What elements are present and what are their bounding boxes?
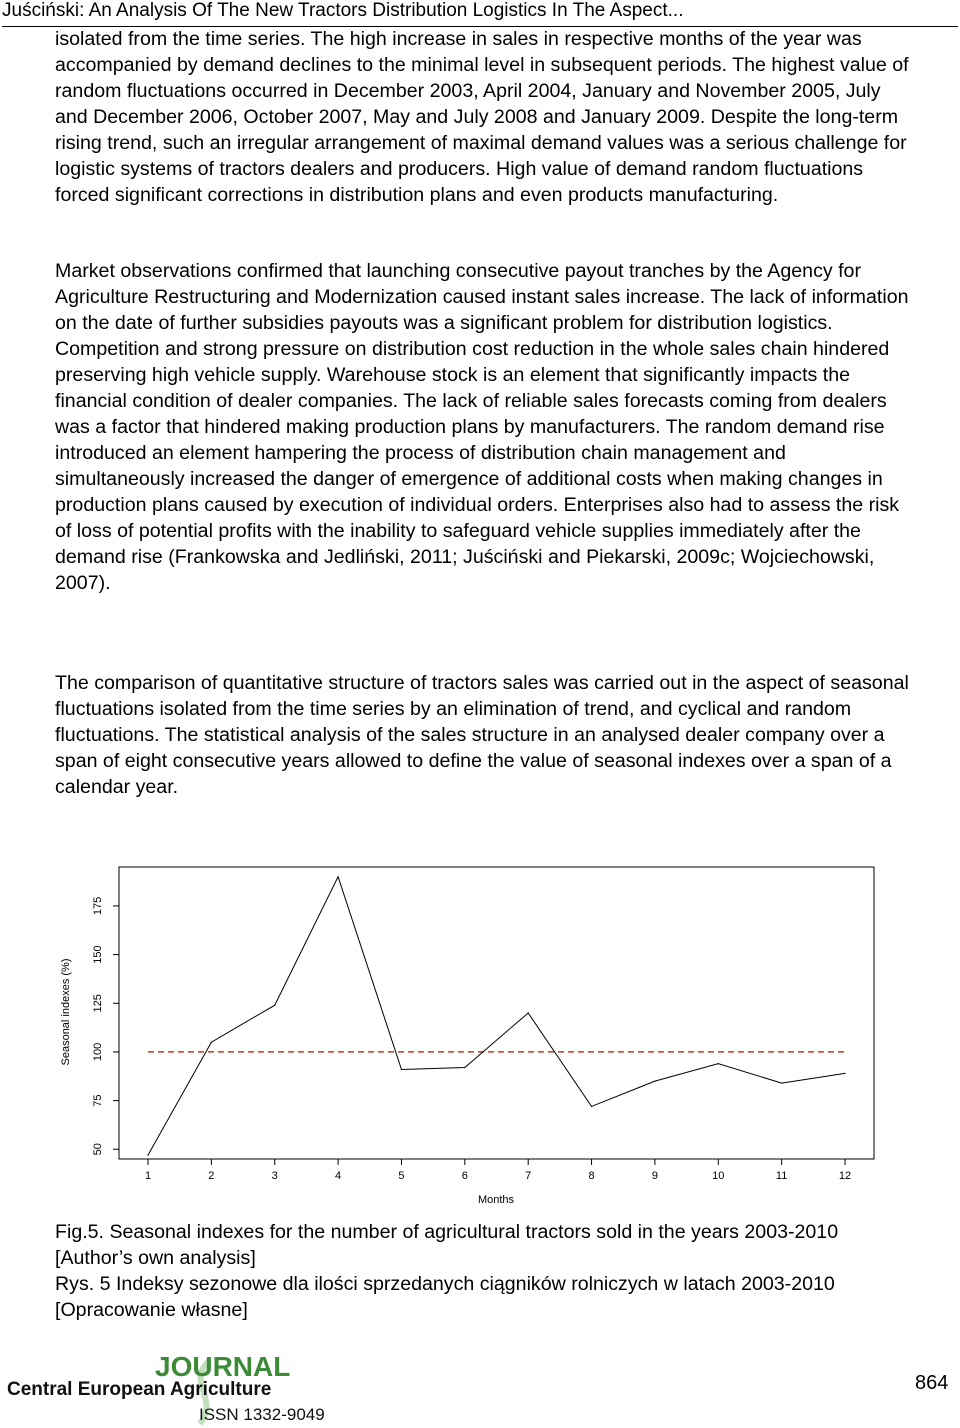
data-point (147, 1155, 148, 1156)
data-point (401, 1069, 402, 1070)
data-point (844, 1073, 845, 1074)
x-tick-label: 3 (271, 1170, 278, 1182)
x-tick-label: 5 (398, 1170, 405, 1182)
y-tick-label: 100 (92, 1042, 104, 1062)
x-axis-label: Months (477, 1194, 515, 1206)
page-number: 864 (915, 1372, 949, 1394)
x-tick-label: 6 (461, 1170, 468, 1182)
data-point (274, 1005, 275, 1006)
y-tick-label: 75 (92, 1094, 104, 1107)
data-point (591, 1106, 592, 1107)
y-tick-label: 150 (92, 945, 104, 964)
data-point (654, 1081, 655, 1082)
x-tick-label: 11 (775, 1170, 788, 1182)
journal-logo (5, 1352, 345, 1426)
data-point (718, 1063, 719, 1064)
body-paragraph-3: The comparison of quantitative structure of tractors sales was carried out in the aspect of seasonal fluctuations isolated from the time series by an elimination of trend, and cyclical and random fluctuations. The statistical analysis of the sales structure in an analysed dealer company over a span of eight consecutive years allowed to define the value of seasonal indexes over a span of a calendar year. (55, 672, 909, 798)
x-tick-label: 7 (525, 1170, 532, 1182)
x-tick-label: 2 (208, 1170, 215, 1182)
y-tick-label: 125 (92, 994, 104, 1013)
y-tick-label: 50 (92, 1143, 104, 1156)
x-tick-label: 8 (588, 1170, 595, 1182)
seasonal-index-chart (55, 862, 915, 1212)
running-header: Juściński: An Analysis Of The New Tractors Distribution Logistics In The Aspect... (2, 0, 958, 27)
logo-issn: ISSN 1332-9049 (199, 1405, 325, 1424)
body-paragraph-2: Market observations confirmed that launching consecutive payout tranches by the Agency for Agriculture Restructuring and Modernization caused instant sales increase. The lack of information on the date of further subsidies payouts was a significant problem for distribution logistics. Competition and strong pressure on distribution cost reduction in the whole sales chain hindered preserving high vehicle supply. Warehouse stock is an element that significantly impacts the financial condition of dealer companies. The lack of reliable sales forecasts coming from dealers was a factor that hindered making production plans by manufacturers. The random demand rise introduced an element hampering the process of distribution chain management and simultaneously increased the danger of emergence of additional costs when making changes in production plans caused by execution of individual orders. Enterprises also had to assess the risk of loss of potential profits with the inability to safeguard vehicle supplies immediately after the demand rise (Frankowska and Jedliński, 2011; Juściński and Piekarski, 2009c; Wojciechowski, 2007). (55, 260, 909, 594)
x-tick-label: 12 (838, 1170, 852, 1182)
caption-english: Fig.5. Seasonal indexes for the number of agricultural tractors sold in the years 2003-2010 [Author’s own analysis] (55, 1221, 839, 1269)
figure-caption (55, 1219, 915, 1323)
caption-polish: Rys. 5 Indeksy sezonowe dla ilości sprzedanych ciągników rolniczych w latach 2003-2010 [Opracowanie własne] (55, 1273, 835, 1321)
data-point (781, 1082, 782, 1083)
data-point (211, 1042, 212, 1043)
x-tick-label: 10 (712, 1170, 725, 1182)
body-paragraph-1: isolated from the time series. The high increase in sales in respective months of the year was accompanied by demand declines to the minimal level in subsequent periods. The highest value of random fluctuations occurred in December 2003, April 2004, January and November 2005, July and December 2006, October 2007, May and July 2008 and January 2009. Despite the long-term rising trend, such an irregular arrangement of maximal demand values was a serious challenge for logistic systems of tractors dealers and producers. High value of demand random fluctuations forced significant corrections in distribution plans and even products manufacturing. (55, 28, 909, 206)
x-tick-label: 1 (144, 1170, 152, 1182)
y-axis-label: Seasonal indexes (%) (60, 958, 72, 1066)
data-point (464, 1067, 465, 1068)
logo-journal-word: JOURNAL (155, 1352, 291, 1382)
data-point (337, 876, 338, 877)
x-tick-label: 9 (651, 1170, 658, 1182)
logo-journal-subtitle: Central European Agriculture (7, 1379, 272, 1400)
x-tick-label: 4 (335, 1170, 342, 1182)
y-tick-label: 175 (92, 896, 104, 916)
chart-frame (119, 867, 874, 1159)
data-point (528, 1012, 529, 1013)
